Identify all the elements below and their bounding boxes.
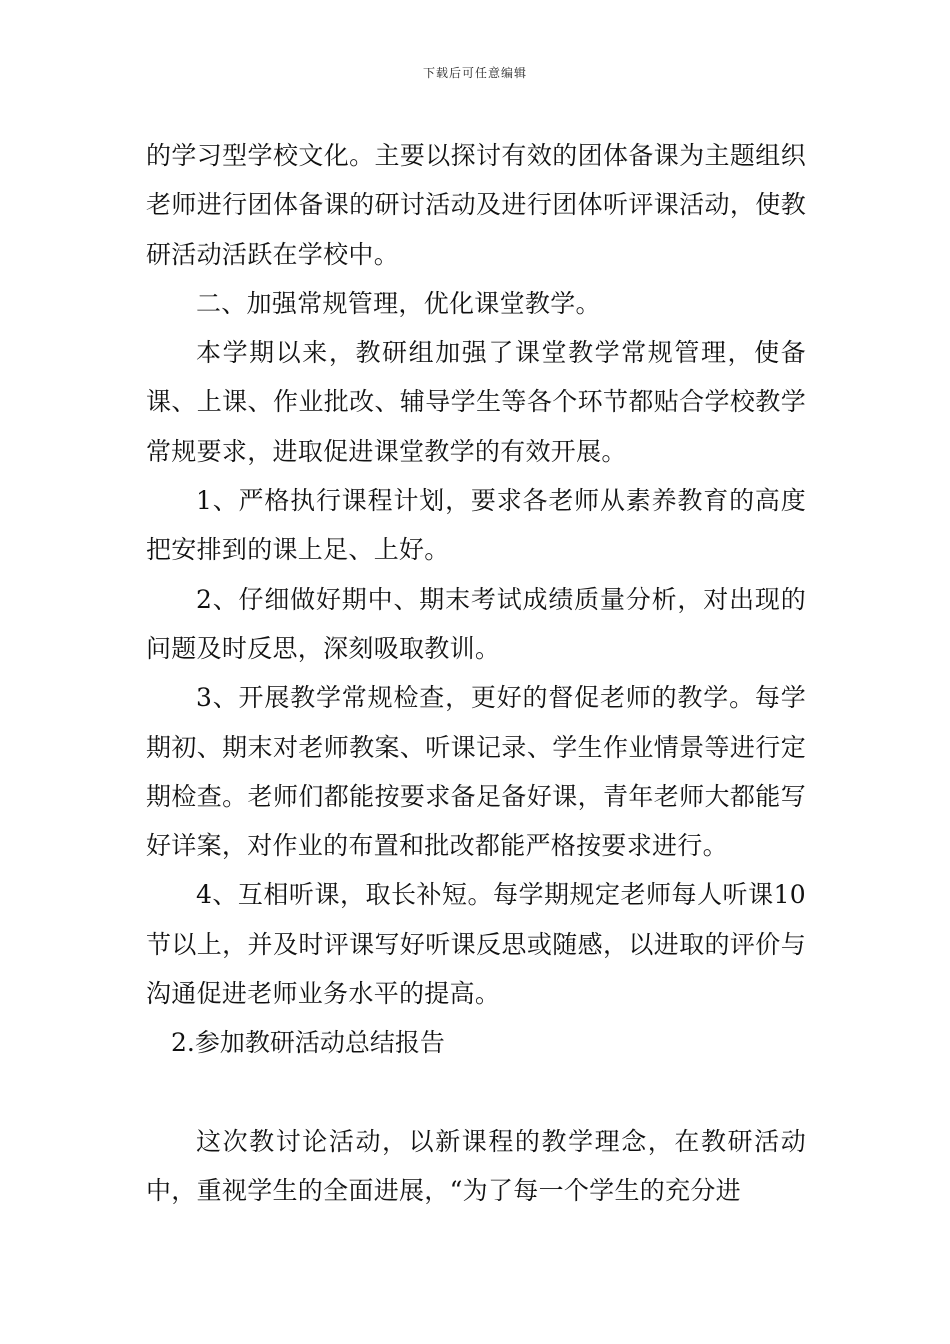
list-item-paragraph: 1、严格执行课程计划，要求各老师从素养教育的高度把安排到的课上足、上好。	[146, 486, 806, 565]
paragraph: 的学习型学校文化。主要以探讨有效的团体备课为主题组织老师进行团体备课的研讨活动及进行团体听评课活动，使教研活动活跃在学校中。	[146, 141, 806, 269]
list-item-paragraph: 3、开展教学常规检查，更好的督促老师的教学。每学期初、期末对老师教案、听课记录、学生作业情景等进行定期检查。老师们都能按要求备足备好课，青年老师大都能写好详案，对作业的布置和批改都能严格按要求进行。	[146, 683, 806, 861]
report-title: 2.参加教研活动总结报告	[171, 1028, 445, 1058]
paragraph: 这次教讨论活动，以新课程的教学理念，在教研活动中，重视学生的全面进展，“为了每一个学生的充分进	[146, 1126, 806, 1205]
list-item-paragraph: 2、仔细做好期中、期末考试成绩质量分析，对出现的问题及时反思，深刻吸取教训。	[146, 584, 806, 663]
header-note: 下载后可任意编辑	[422, 66, 527, 80]
section-heading-paragraph: 二、加强常规管理，优化课堂教学。	[196, 288, 601, 318]
paragraph: 本学期以来，教研组加强了课堂教学常规管理，使备课、上课、作业批改、辅导学生等各个环节都贴合学校教学常规要求，进取促进课堂教学的有效开展。	[146, 338, 806, 466]
blank-line	[146, 1068, 806, 1117]
list-item-paragraph: 4、互相听课，取长补短。每学期规定老师每人听课10节以上，并及时评课写好听课反思或随感，以进取的评价与沟通促进老师业务水平的提高。	[146, 880, 806, 1009]
document-body	[146, 131, 806, 1215]
